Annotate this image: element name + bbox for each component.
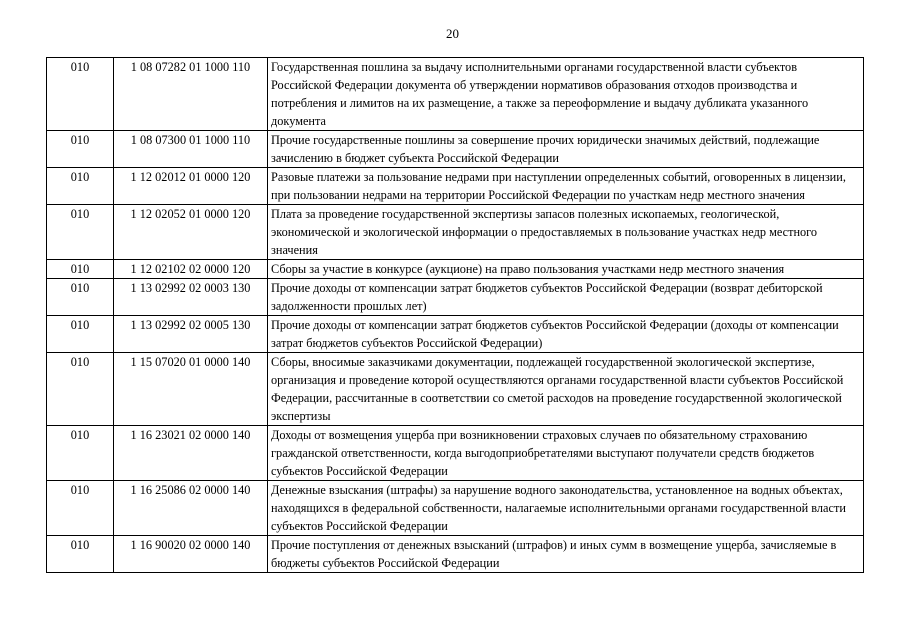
- table-row: [47, 168, 864, 205]
- revenue-name-cell: Плата за проведение государственной экспертизы запасов полезных ископаемых, геологической, экономической и экологической информации о предоставляемых в пользование участках недр местного значения: [268, 205, 864, 260]
- admin-code-cell: 010: [47, 481, 114, 536]
- budget-code-cell: 1 08 07282 01 1000 110: [114, 58, 268, 131]
- revenue-name-cell: Сборы, вносимые заказчиками документации, подлежащей государственной экологической экспертизе, организация и проведение которой осуществляются органами государственной власти субъектов Российской Федерации, рассчитанные в соответствии со сметой расходов на проведение государственной экологической экспертизы: [268, 353, 864, 426]
- budget-code-cell: 1 15 07020 01 0000 140: [114, 353, 268, 426]
- admin-code-cell: 010: [47, 260, 114, 279]
- table-row: [47, 131, 864, 168]
- budget-code-cell: 1 16 23021 02 0000 140: [114, 426, 268, 481]
- table-row: [47, 426, 864, 481]
- table-row: [47, 260, 864, 279]
- admin-code-cell: 010: [47, 131, 114, 168]
- budget-code-cell: 1 12 02052 01 0000 120: [114, 205, 268, 260]
- revenue-name-cell: Сборы за участие в конкурсе (аукционе) на право пользования участками недр местного значения: [268, 260, 864, 279]
- revenue-name-cell: Доходы от возмещения ущерба при возникновении страховых случаев по обязательному страхованию гражданской ответственности, когда выгодоприобретателями выступают получатели средств бюджетов субъектов Российской Федерации: [268, 426, 864, 481]
- admin-code-cell: 010: [47, 58, 114, 131]
- revenue-name-cell: Прочие государственные пошлины за совершение прочих юридически значимых действий, подлежащие зачислению в бюджет субъекта Российской Федерации: [268, 131, 864, 168]
- revenue-name-cell: Разовые платежи за пользование недрами при наступлении определенных событий, оговоренных в лицензии, при пользовании недрами на территории Российской Федерации по участкам недр местного значения: [268, 168, 864, 205]
- table-row: [47, 316, 864, 353]
- admin-code-cell: 010: [47, 353, 114, 426]
- table-row: [47, 205, 864, 260]
- revenue-name-cell: Денежные взыскания (штрафы) за нарушение водного законодательства, установленное на водных объектах, находящихся в федеральной собственности, налагаемые исполнительными органами государственной власти субъектов Российской Федерации: [268, 481, 864, 536]
- table-row: [47, 353, 864, 426]
- budget-code-cell: 1 12 02012 01 0000 120: [114, 168, 268, 205]
- budget-code-cell: 1 13 02992 02 0003 130: [114, 279, 268, 316]
- revenue-name-cell: Прочие поступления от денежных взысканий (штрафов) и иных сумм в возмещение ущерба, зачисляемые в бюджеты субъектов Российской Федерации: [268, 536, 864, 573]
- budget-code-cell: 1 08 07300 01 1000 110: [114, 131, 268, 168]
- admin-code-cell: 010: [47, 279, 114, 316]
- budget-code-cell: 1 16 25086 02 0000 140: [114, 481, 268, 536]
- table-row: [47, 279, 864, 316]
- revenue-name-cell: Прочие доходы от компенсации затрат бюджетов субъектов Российской Федерации (доходы от компенсации затрат бюджетов субъектов Российской Федерации): [268, 316, 864, 353]
- admin-code-cell: 010: [47, 205, 114, 260]
- admin-code-cell: 010: [47, 536, 114, 573]
- table-row: [47, 536, 864, 573]
- revenue-codes-table: [46, 57, 864, 573]
- table-row: [47, 58, 864, 131]
- admin-code-cell: 010: [47, 426, 114, 481]
- revenue-name-cell: Государственная пошлина за выдачу исполнительными органами государственной власти субъектов Российской Федерации документа об утверждении нормативов образования отходов производства и потребления и лимитов на их размещение, а также за переоформление и выдачу дубликата указанного документа: [268, 58, 864, 131]
- budget-code-cell: 1 16 90020 02 0000 140: [114, 536, 268, 573]
- table-row: [47, 481, 864, 536]
- page-number: 20: [446, 26, 459, 41]
- budget-code-cell: 1 12 02102 02 0000 120: [114, 260, 268, 279]
- admin-code-cell: 010: [47, 168, 114, 205]
- admin-code-cell: 010: [47, 316, 114, 353]
- revenue-name-cell: Прочие доходы от компенсации затрат бюджетов субъектов Российской Федерации (возврат дебиторской задолженности прошлых лет): [268, 279, 864, 316]
- budget-code-cell: 1 13 02992 02 0005 130: [114, 316, 268, 353]
